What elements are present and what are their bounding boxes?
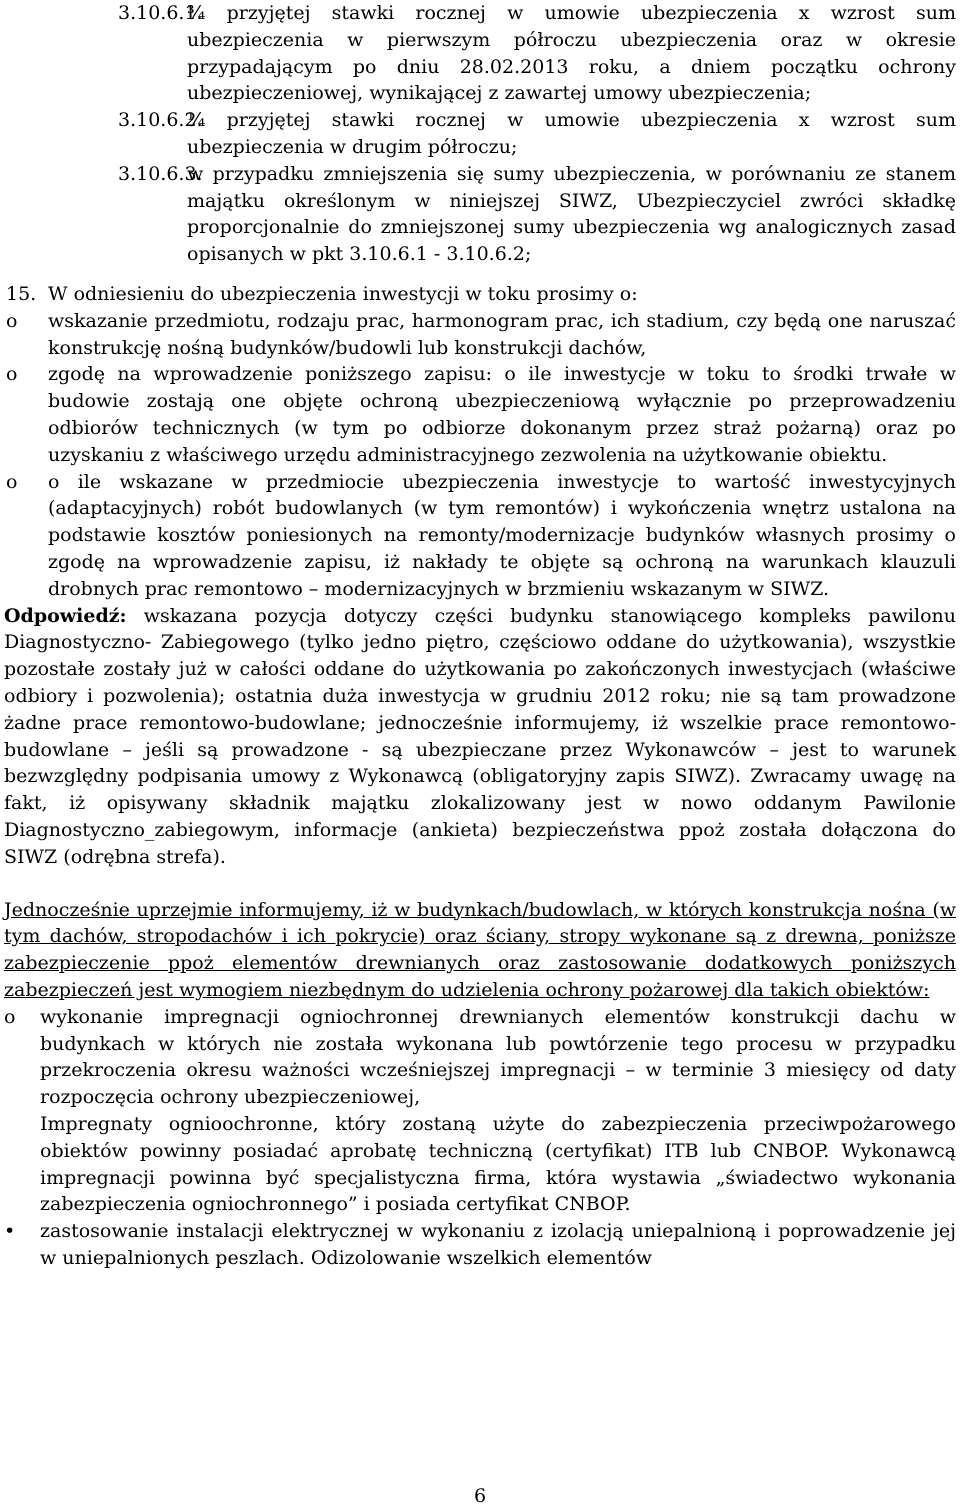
subitem-number: 3.10.6.2. xyxy=(118,109,203,132)
page-number: 6 xyxy=(473,1485,487,1507)
list-item xyxy=(6,308,956,362)
subitem-text: ¾ przyjętej stawki rocznej w umowie ubezpieczenia x wzrost sum ubezpieczenia w pierwszym półroczu ubezpieczenia oraz w okresie przypadającym po dniu 28.02.2013 roku, a dniem początku ochrony ubezpieczeniowej, wynikającej z zawartej umowy ubezpieczenia; xyxy=(187,2,956,105)
bullet-marker: • xyxy=(4,1220,16,1243)
question-number: 15. xyxy=(6,283,37,305)
answer-text: wskazana pozycja dotyczy części budynku stanowiącego kompleks pawilonu Diagnostyczno- Zabiegowego (tylko jedno piętro, częściowo oddane do użytkowania), wszystkie pozostałe zostały już w całości oddane do użytkowania po zakończonych inwestycjach (właściwe odbiory i pozwolenia); ostatnia duża inwestycja w grudniu 2012 roku; nie są tam prowadzone żadne prace remontowo-budowlane; jednocześnie informujemy, iż wszelkie prace remontowo-budowlane – jeśli są prowadzone - są ubezpieczane przez Wykonawców – jest to warunek bezwzględny podpisania umowy z Wykonawcą (obligatoryjny zapis SIWZ). Zwracamy uwagę na fakt, iż opisywany składnik majątku zlokalizowany jest w nowo oddanym Pawilonie Diagnostyczno_zabiegowym, informacje (ankieta) bezpieczeństwa ppoż została dołączona do SIWZ (odrębna strefa). xyxy=(4,604,956,868)
answer-label: Odpowiedź: xyxy=(4,604,127,627)
list-item xyxy=(6,361,956,468)
list-item xyxy=(6,469,956,603)
subitem xyxy=(118,107,956,161)
list-item xyxy=(4,1004,956,1111)
subitem-text: w przypadku zmniejszenia się sumy ubezpieczenia, w porównaniu ze stanem majątku określonym w niniejszej SIWZ, Ubezpieczyciel zwróci składkę proporcjonalnie do zmniejszonej sumy ubezpieczenia wg analogicznych zasad opisanych w pkt 3.10.6.1 - 3.10.6.2; xyxy=(187,162,956,266)
bullet-text: wskazanie przedmiotu, rodzaju prac, harmonogram prac, ich stadium, czy będą one naruszać konstrukcję nośną budynków/budowli lub konstrukcji dachów, xyxy=(48,309,956,359)
bullet-text: wykonanie impregnacji ogniochronnej drewnianych elementów konstrukcji dachu w budynkach w których nie została wykonana lub powtórzenie tego procesu w przypadku przekroczenia okresu ważności wcześniejszej impregnacji – w terminie 3 miesięcy od daty rozpoczęcia ochrony ubezpieczeniowej, xyxy=(40,1005,956,1109)
list-item-continuation: Impregnaty ognioochronne, który zostaną użyte do zabezpieczenia przeciwpożarowego obiektów powinny posiadać aprobatę techniczną (certyfikat) ITB lub CNBOP. Wykonawcą impregnacji powinna być specjalistyczna firma, która wystawia „świadectwo wykonania zabezpieczenia ogniochronnego” i posiada certyfikat CNBOP. xyxy=(40,1112,956,1216)
bullet-marker: o xyxy=(6,363,18,386)
subitem-number: 3.10.6.3. xyxy=(118,162,203,185)
subitem xyxy=(118,0,956,107)
bullet-text: zgodę na wprowadzenie poniższego zapisu: o ile inwestycje w toku to środki trwałe w budowie zostają one objęte ochroną ubezpieczeniową wyłącznie po przeprowadzeniu odbiorów technicznych (w tym po odbiorze dokonanym przez straż pożarną) oraz po uzyskaniu z właściwego urzędu administracyjnego zezwolenia na użytkowanie obiektu. xyxy=(48,363,956,466)
notice-paragraph: Jednocześnie uprzejmie informujemy, iż w budynkach/budowlach, w których konstrukcja nośna (w tym dachów, stropodachów i ich pokrycie) oraz ściany, stropy wykonane są z drewna, poniższe zabezpieczenie ppoż elementów drewnianych oraz zastosowanie dodatkowych poniższych zabezpieczeń jest wymogiem niezbędnym do udzielenia ochrony pożarowej dla takich obiektów: xyxy=(4,898,956,1001)
bullet-marker: o xyxy=(6,470,18,493)
spacer xyxy=(6,871,956,897)
subitem-text: ¼ przyjętej stawki rocznej w umowie ubezpieczenia x wzrost sum ubezpieczenia w drugim półroczu; xyxy=(187,109,956,158)
question-text: W odniesieniu do ubezpieczenia inwestycji w toku prosimy o: xyxy=(48,283,638,305)
subitem-number: 3.10.6.1. xyxy=(118,2,203,24)
answer-paragraph xyxy=(4,603,956,871)
subitems-list xyxy=(118,0,956,268)
bullet-marker: o xyxy=(6,309,18,332)
subitem xyxy=(118,161,956,268)
question-15 xyxy=(6,281,956,1272)
bullet-marker: o xyxy=(4,1005,16,1028)
question-heading xyxy=(6,281,956,308)
list-item xyxy=(4,1218,956,1272)
bullet-text: zastosowanie instalacji elektrycznej w wykonaniu z izolacją uniepalnioną i poprowadzenie jej w uniepalnionych peszlach. Odizolowanie wszelkich elementów xyxy=(40,1220,956,1269)
bullet-text: o ile wskazane w przedmiocie ubezpieczenia inwestycje to wartość inwestycyjnych (adaptacyjnych) robót budowlanych (w tym remontów) i wykończenia wnętrz ustalona na podstawie kosztów poniesionych na remonty/modernizacje budynków własnych prosimy o zgodę na wprowadzenie zapisu, iż nakłady te objęte są ochroną na warunkach klauzuli drobnych prac remontowo – modernizacyjnych w brzmieniu wskazanym w SIWZ. xyxy=(48,470,956,600)
